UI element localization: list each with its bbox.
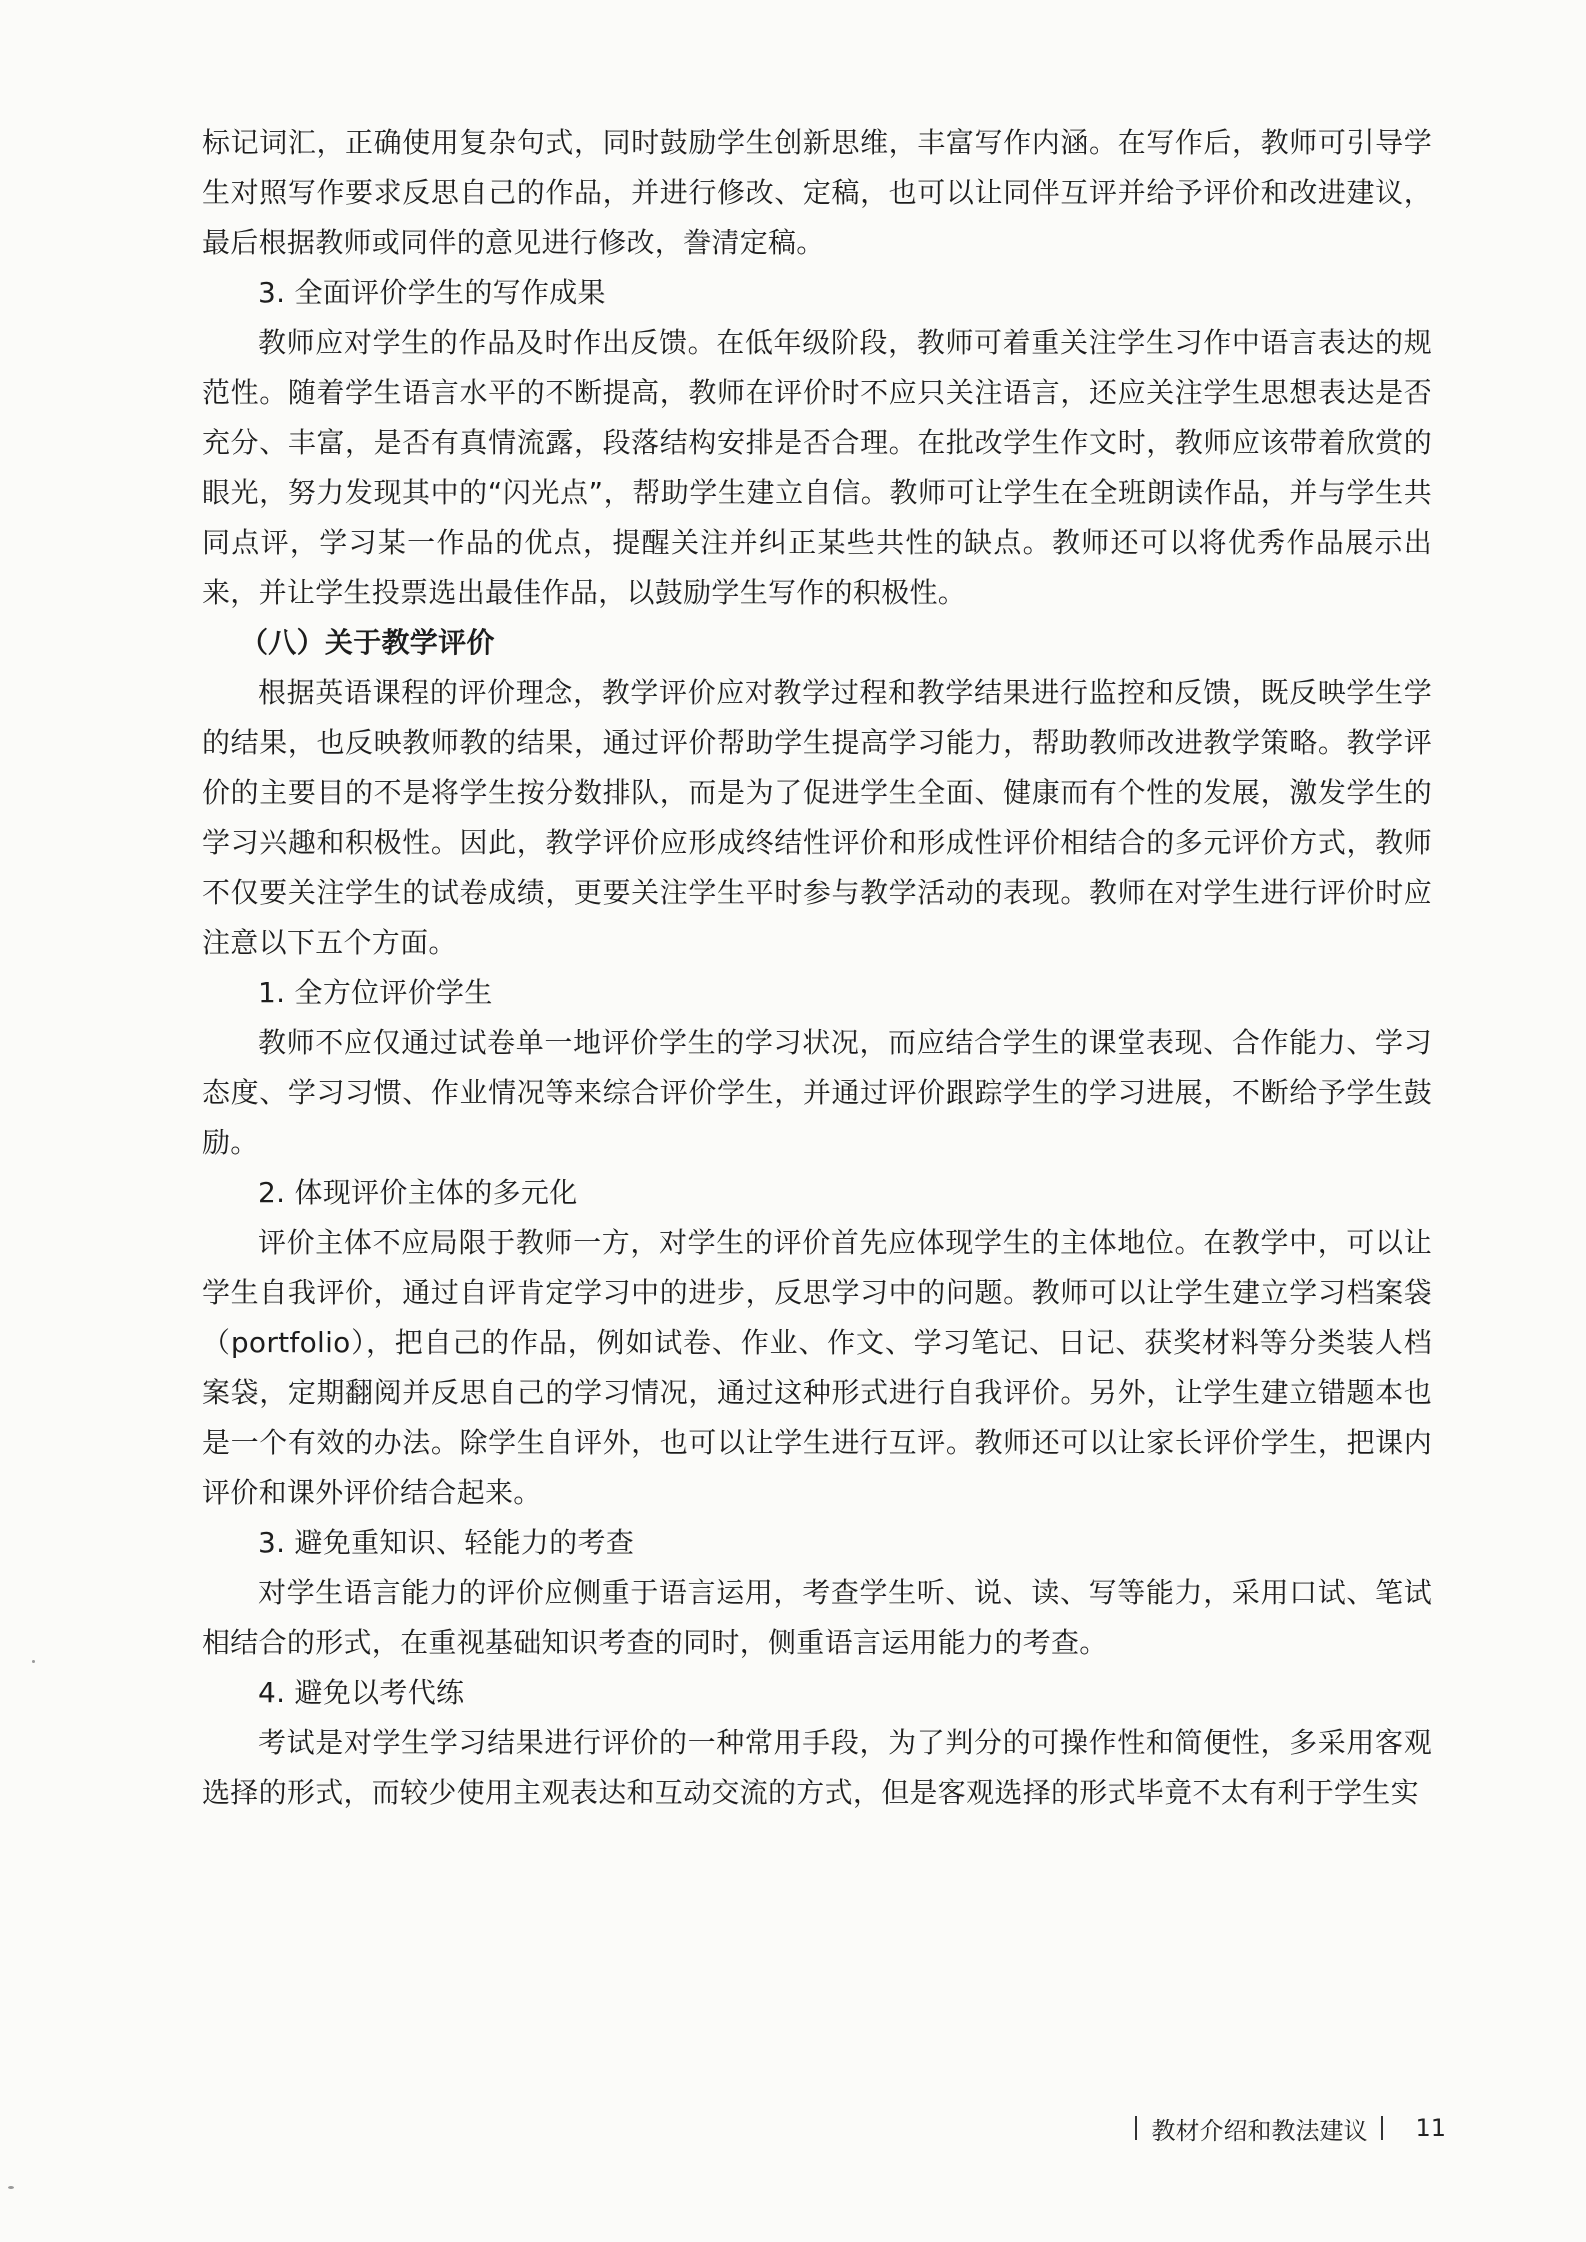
subheading-avoid-test-practice: 4. 避免以考代练 [258,1676,465,1709]
paragraph-avoid-knowledge-only: 对学生语言能力的评价应侧重于语言运用，考查学生听、说、读、写等能力，采用口试、笔试相结合的形式，在重视基础知识考查的同时，侧重语言运用能力的考查。 [202,1576,1432,1659]
subheading-diversified-subjects: 2. 体现评价主体的多元化 [258,1176,578,1209]
subheading-writing-evaluation: 3. 全面评价学生的写作成果 [258,276,606,309]
footer-section-title: 教材介绍和教法建议 [1151,2116,1368,2145]
paragraph-all-round: 教师不应仅通过试卷单一地评价学生的学习状况，而应结合学生的课堂表现、合作能力、学习态度、学习习惯、作业情况等来综合评价学生，并通过评价跟踪学生的学习进展，不断给予学生鼓励。 [202,1026,1432,1159]
scan-speck [32,1660,35,1663]
subheading-avoid-knowledge-only: 3. 避免重知识、轻能力的考查 [258,1526,635,1559]
paragraph-feedback: 教师应对学生的作品及时作出反馈。在低年级阶段，教师可着重关注学生习作中语言表达的规范性。随着学生语言水平的不断提高，教师在评价时不应只关注语言，还应关注学生思想表达是否充分、丰富，是否有真情流露，段落结构安排是否合理。在批改学生作文时，教师应该带着欣赏的眼光，努力发现其中的“闪光点”，帮助学生建立自信。教师可让学生在全班朗读作品，并与学生共同点评，学习某一作品的优点，提醒关注并纠正某些共性的缺点。教师还可以将优秀作品展示出来，并让学生投票选出最佳作品，以鼓励学生写作的积极性。 [202,326,1432,609]
footer-divider-left [1135,2116,1137,2140]
page-body [202,118,1432,1818]
subheading-all-round: 1. 全方位评价学生 [258,976,493,1009]
paragraph-continuation: 标记词汇，正确使用复杂句式，同时鼓励学生创新思维，丰富写作内涵。在写作后，教师可引导学生对照写作要求反思自己的作品，并进行修改、定稿，也可以让同伴互评并给予评价和改进建议，最后根据教师或同伴的意见进行修改，誊清定稿。 [202,126,1432,259]
scan-speck [8,2186,14,2189]
page-number: 11 [1415,2114,1446,2142]
footer-divider-right [1381,2116,1383,2140]
paragraph-exams: 考试是对学生学习结果进行评价的一种常用手段，为了判分的可操作性和简便性，多采用客观选择的形式，而较少使用主观表达和互动交流的方式，但是客观选择的形式毕竟不太有利于学生实 [202,1726,1432,1809]
paragraph-diversified-subjects: 评价主体不应局限于教师一方，对学生的评价首先应体现学生的主体地位。在教学中，可以让学生自我评价，通过自评肯定学习中的进步，反思学习中的问题。教师可以让学生建立学习档案袋（portfolio），把自己的作品，例如试卷、作业、作文、学习笔记、日记、获奖材料等分类装人档案袋，定期翻阅并反思自己的学习情况，通过这种形式进行自我评价。另外，让学生建立错题本也是一个有效的办法。除学生自评外，也可以让学生进行互评。教师还可以让家长评价学生，把课内评价和课外评价结合起来。 [202,1226,1432,1509]
page-footer [1121,2108,1446,2148]
section-heading-teaching-evaluation: （八）关于教学评价 [240,626,495,659]
paragraph-evaluation-concept: 根据英语课程的评价理念，教学评价应对教学过程和教学结果进行监控和反馈，既反映学生学的结果，也反映教师教的结果，通过评价帮助学生提高学习能力，帮助教师改进教学策略。教学评价的主要目的不是将学生按分数排队，而是为了促进学生全面、健康而有个性的发展，激发学生的学习兴趣和积极性。因此，教学评价应形成终结性评价和形成性评价相结合的多元评价方式，教师不仅要关注学生的试卷成绩，更要关注学生平时参与教学活动的表现。教师在对学生进行评价时应注意以下五个方面。 [202,676,1432,959]
